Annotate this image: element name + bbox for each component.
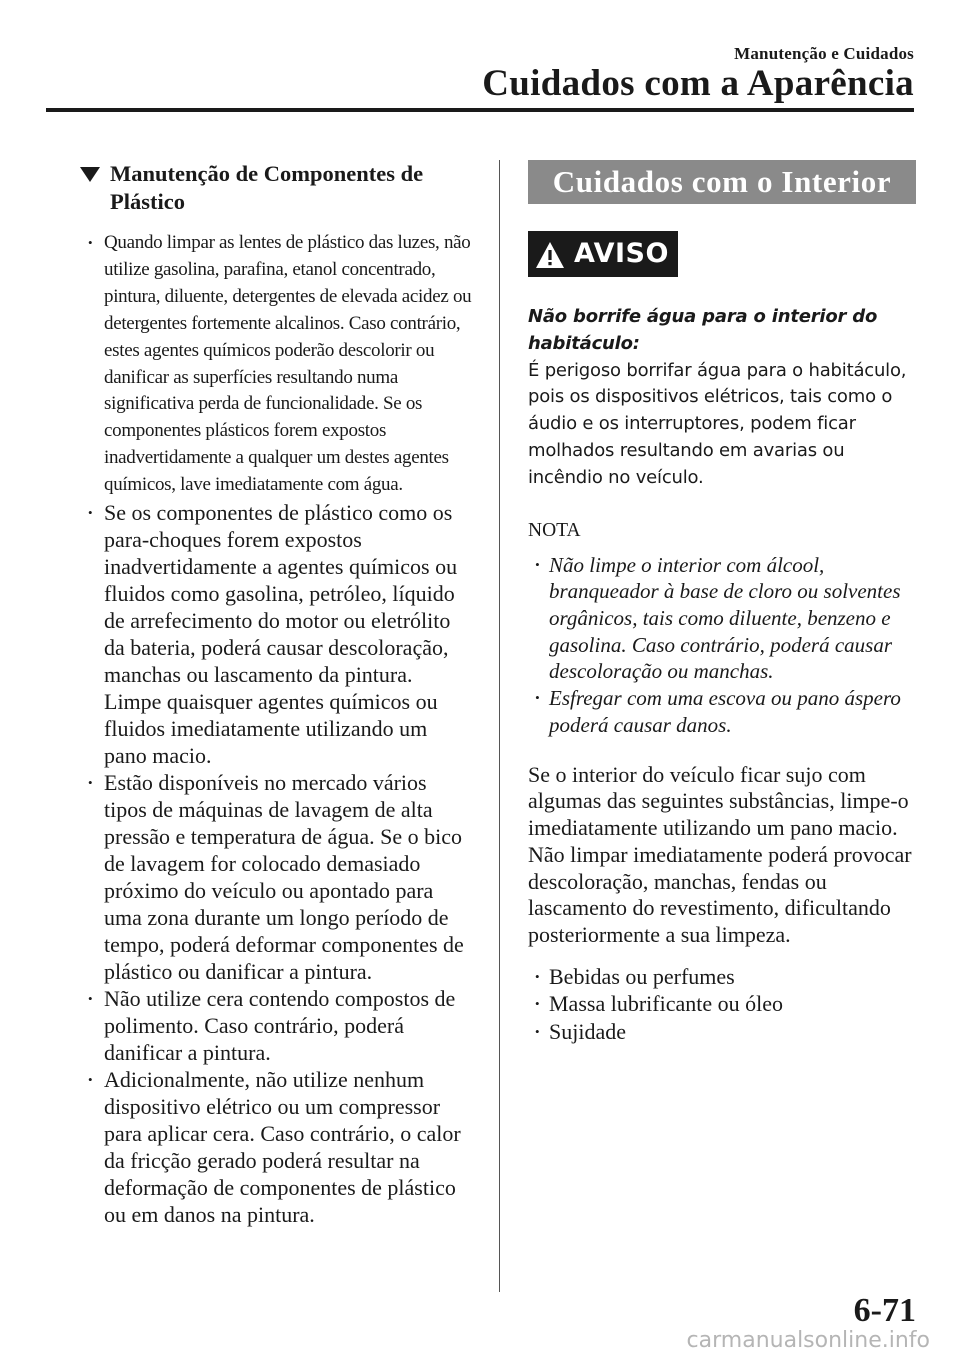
watermark: carmanualsonline.info — [686, 1328, 930, 1353]
warning-label: AVISO — [574, 238, 669, 269]
list-item: • Se os componentes de plástico como os para-choques forem expostos inadvertidamente a agentes químicos ou fluidos como gasolina, petróleo, líquido de arrefecimento do motor ou eletrólito da bateria, poderá causar descoloração, manchas ou lascamento da pintura. Limpe quaisquer agentes químicos ou fluidos imediatamente utilizando um pano macio. — [74, 499, 474, 769]
list-item: • Bebidas ou perfumes — [528, 963, 916, 990]
left-column — [74, 160, 474, 1228]
triangle-down-icon — [80, 167, 100, 182]
list-item: • Quando limpar as lentes de plástico das luzes, não utilize gasolina, parafina, etanol concentrado, pintura, diluente, detergentes de elevada acidez ou detergentes fortemente alcalinos. Caso contrário, estes agentes químicos poderão descolorir ou danificar as superfícies resultando numa significativa perda de funcionalidade. Se os componentes plásticos forem expostos inadvertidamente a qualquer um destes agentes químicos, lave imediatamente com água. — [74, 230, 474, 499]
warning-triangle-icon — [535, 241, 565, 269]
list-item: • Estão disponíveis no mercado vários tipos de máquinas de lavagem de alta pressão e temperatura de água. Se o bico de lavagem for colocado demasiado próximo do veículo ou apontado para uma zona durante um longo período de tempo, poderá deformar componentes de plástico ou danificar a pintura. — [74, 769, 474, 985]
column-divider — [499, 160, 500, 1292]
note-item: • Não limpe o interior com álcool, branqueador à base de cloro ou solventes orgânicos, tais como diluente, benzeno e gasolina. Caso contrário, poderá causar descoloração ou manchas. — [528, 552, 916, 686]
list-item: • Adicionalmente, não utilize nenhum dispositivo elétrico ou um compressor para aplicar cera. Caso contrário, o calor da fricção gerado poderá resultar na deformação de componentes de plástico ou em danos na pintura. — [74, 1066, 474, 1228]
note-label: NOTA — [528, 519, 581, 541]
list-item: • Não utilize cera contendo compostos de polimento. Caso contrário, poderá danificar a pintura. — [74, 985, 474, 1066]
page-number: 6-71 — [853, 1292, 916, 1329]
right-column — [528, 160, 916, 1045]
warning-title: Não borrife água para o interior do habitáculo: — [528, 306, 878, 354]
list-item: • Sujidade — [528, 1018, 916, 1045]
page-title: Cuidados com a Aparência — [482, 63, 914, 104]
section-heading — [74, 160, 474, 216]
header-divider — [46, 108, 914, 112]
note-item: • Esfregar com uma escova ou pano áspero poderá causar danos. — [528, 685, 916, 738]
chapter-label: Manutenção e Cuidados — [734, 44, 914, 63]
warning-badge — [528, 231, 678, 277]
body-paragraph: Se o interior do veículo ficar sujo com algumas das seguintes substâncias, limpe-o imediatamente utilizando um pano macio. Não limpar imediatamente poderá provocar descoloração, manchas, fendas ou lascamento do revestimento, dificultando posteriormente a sua limpeza. — [528, 761, 912, 948]
list-item: • Massa lubrificante ou óleo — [528, 990, 916, 1017]
note-list — [528, 552, 916, 739]
warning-text: É perigoso borrifar água para o habitáculo, pois os dispositivos elétricos, tais como o áudio e os interruptores, podem ficar molhados resultando em avarias ou incêndio no veículo. — [528, 359, 907, 488]
substance-list — [528, 963, 916, 1045]
plastic-care-list — [74, 230, 474, 1228]
section-title-bar: Cuidados com o Interior — [528, 160, 916, 204]
warning-message — [528, 304, 916, 492]
section-heading-text: Manutenção de Componentes de Plástico — [110, 161, 424, 214]
